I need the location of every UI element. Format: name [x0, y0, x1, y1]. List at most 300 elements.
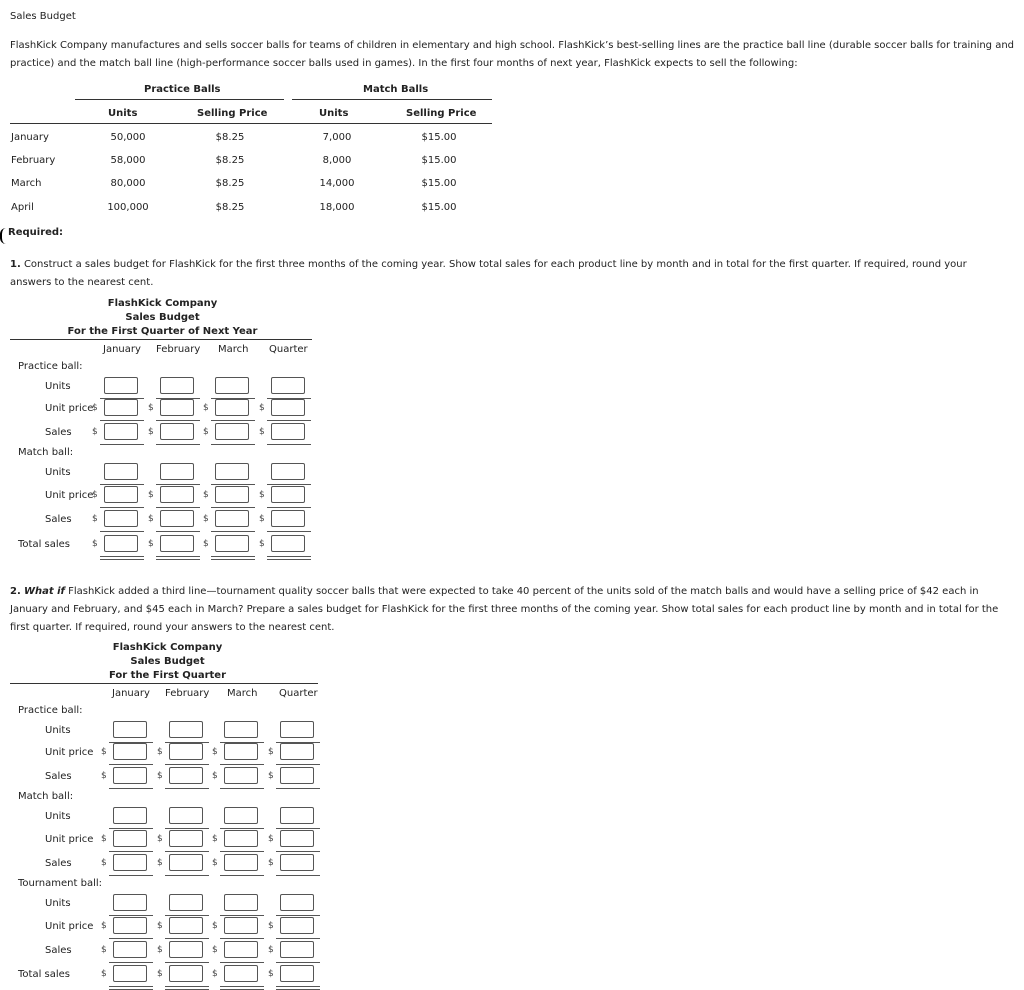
given-value-mu: 18,000	[319, 202, 355, 213]
underline-rule	[100, 531, 144, 532]
answer-field[interactable]	[225, 831, 257, 846]
match-units-label: Units	[45, 811, 71, 822]
tournament-sales-march-input[interactable]	[224, 941, 258, 958]
currency-symbol: $	[268, 771, 274, 781]
tournament-sales-label: Sales	[45, 945, 72, 956]
answer-field[interactable]	[216, 424, 248, 439]
practice-units-february-input[interactable]	[160, 377, 194, 394]
practice-ball-label: Practice ball:	[18, 705, 83, 716]
underline-rule	[276, 915, 320, 916]
answer-field[interactable]	[105, 511, 137, 526]
tournament-unit-price-february-input[interactable]	[169, 917, 203, 934]
practice-unit-price-quarter-input[interactable]	[271, 399, 305, 416]
match-units-march-input[interactable]	[224, 807, 258, 824]
answer-field[interactable]	[281, 768, 313, 783]
practice-units-march-input[interactable]	[224, 721, 258, 738]
answer-field[interactable]	[105, 487, 137, 502]
match-unit-price-february-input[interactable]	[169, 830, 203, 847]
group-practice-balls: Practice Balls	[144, 84, 221, 95]
underline-rule	[109, 938, 153, 939]
currency-symbol: $	[157, 969, 163, 979]
given-value-mu: 14,000	[319, 178, 355, 189]
practice-units-quarter-input[interactable]	[280, 721, 314, 738]
practice-unit-price-label: Unit price	[45, 747, 94, 758]
practice-unit-price-quarter-input[interactable]	[280, 743, 314, 760]
given-value-mp: $15.00	[421, 178, 457, 189]
given-value-pp: $8.25	[215, 178, 245, 189]
currency-symbol: $	[92, 427, 98, 437]
underline-rule	[211, 531, 255, 532]
given-value-pu: 80,000	[110, 178, 146, 189]
currency-symbol: $	[157, 834, 163, 844]
match-unit-price-quarter-input[interactable]	[280, 830, 314, 847]
total-sales-february-input[interactable]	[160, 535, 194, 552]
match-unit-price-quarter-input[interactable]	[271, 486, 305, 503]
match-ball-label: Match ball:	[18, 791, 74, 802]
currency-symbol: $	[212, 858, 218, 868]
currency-symbol: $	[101, 921, 107, 931]
tournament-sales-february-input[interactable]	[169, 941, 203, 958]
answer-field[interactable]	[281, 895, 313, 910]
match-units-quarter-input[interactable]	[271, 463, 305, 480]
given-value-pp: $8.25	[215, 132, 245, 143]
answer-field[interactable]	[225, 744, 257, 759]
practice-sales-march-input[interactable]	[224, 767, 258, 784]
match-unit-price-january-input[interactable]	[104, 486, 138, 503]
underline-rule	[276, 851, 320, 852]
underline-rule	[100, 507, 144, 508]
underline-rule	[211, 420, 255, 421]
match-unit-price-february-input[interactable]	[160, 486, 194, 503]
currency-symbol: $	[92, 539, 98, 549]
currency-symbol: $	[212, 969, 218, 979]
total-sales-quarter-input[interactable]	[271, 535, 305, 552]
column-header-march: March	[218, 344, 249, 355]
underline-rule	[109, 788, 153, 789]
answer-field[interactable]	[170, 722, 202, 737]
currency-symbol: $	[92, 403, 98, 413]
given-value-pp: $8.25	[215, 155, 245, 166]
intro-text: FlashKick Company manufactures and sells soccer balls for teams of children in elementary and high school. FlashKick’s best-selling lines are the practice ball line (durable soccer balls for training and practice) and the match ball line (high-performance soccer balls used in games). In the first four months of next year, FlashKick expects to sell the following:	[10, 40, 1015, 69]
q1-heading	[60, 297, 265, 339]
total-sales-quarter-input[interactable]	[280, 965, 314, 982]
underline-rule	[165, 962, 209, 963]
match-units-february-input[interactable]	[160, 463, 194, 480]
match-unit-price-march-input[interactable]	[224, 830, 258, 847]
col-price-match: Selling Price	[406, 108, 477, 119]
practice-sales-march-input[interactable]	[215, 423, 249, 440]
answer-field[interactable]	[225, 808, 257, 823]
underline-rule	[165, 828, 209, 829]
match-sales-quarter-input[interactable]	[280, 854, 314, 871]
given-month-label: February	[11, 155, 56, 166]
q2-company: FlashKick Company	[112, 642, 223, 653]
underline-rule	[165, 875, 209, 876]
currency-symbol: $	[92, 490, 98, 500]
currency-symbol: $	[212, 747, 218, 757]
underline-rule	[109, 875, 153, 876]
given-value-pu: 50,000	[110, 132, 146, 143]
given-value-mp: $15.00	[421, 202, 457, 213]
column-header-february: February	[165, 688, 210, 699]
answer-field[interactable]	[161, 511, 193, 526]
answer-field[interactable]	[281, 855, 313, 870]
underline-rule	[211, 484, 255, 485]
answer-field[interactable]	[170, 895, 202, 910]
answer-field[interactable]	[170, 808, 202, 823]
answer-field[interactable]	[225, 895, 257, 910]
currency-symbol: $	[157, 747, 163, 757]
answer-field[interactable]	[114, 768, 146, 783]
question-2-text: FlashKick added a third line—tournament quality soccer balls that were expected to take 40 percent of the units sold of the match balls and would have a selling price of $42 each in January and February, and $45 each in March? Prepare a sales budget for FlashKick for the first three months of the coming year. Show total sales for each product line by month and in total for the first quarter. If required, round your answers to the nearest cent.	[10, 586, 999, 633]
currency-symbol: $	[203, 403, 209, 413]
practice-sales-quarter-input[interactable]	[271, 423, 305, 440]
underline-rule	[156, 507, 200, 508]
tournament-units-march-input[interactable]	[224, 894, 258, 911]
answer-field[interactable]	[281, 918, 313, 933]
underline-rule	[165, 938, 209, 939]
tournament-units-label: Units	[45, 898, 71, 909]
answer-field[interactable]	[225, 918, 257, 933]
practice-sales-quarter-input[interactable]	[280, 767, 314, 784]
match-sales-march-input[interactable]	[215, 510, 249, 527]
match-units-january-input[interactable]	[104, 463, 138, 480]
currency-symbol: $	[268, 921, 274, 931]
practice-sales-label: Sales	[45, 771, 72, 782]
currency-symbol: $	[101, 834, 107, 844]
currency-symbol: $	[268, 858, 274, 868]
answer-field[interactable]	[225, 942, 257, 957]
double-underline-rule	[211, 556, 255, 560]
answer-field[interactable]	[161, 378, 193, 393]
match-units-quarter-input[interactable]	[280, 807, 314, 824]
total-sales-march-input[interactable]	[224, 965, 258, 982]
currency-symbol: $	[92, 514, 98, 524]
answer-field[interactable]	[272, 487, 304, 502]
underline-rule	[220, 764, 264, 765]
match-units-label: Units	[45, 467, 71, 478]
answer-field[interactable]	[272, 424, 304, 439]
answer-field[interactable]	[105, 378, 137, 393]
currency-symbol: $	[259, 403, 265, 413]
rule-practice	[75, 99, 284, 100]
currency-symbol: $	[157, 771, 163, 781]
match-unit-price-january-input[interactable]	[113, 830, 147, 847]
answer-field[interactable]	[272, 511, 304, 526]
answer-field[interactable]	[161, 536, 193, 551]
answer-field[interactable]	[114, 966, 146, 981]
match-sales-quarter-input[interactable]	[271, 510, 305, 527]
match-unit-price-label: Unit price	[45, 834, 94, 845]
total-sales-february-input[interactable]	[169, 965, 203, 982]
tournament-unit-price-label: Unit price	[45, 921, 94, 932]
match-units-february-input[interactable]	[169, 807, 203, 824]
currency-symbol: $	[212, 921, 218, 931]
underline-rule	[267, 507, 311, 508]
match-sales-january-input[interactable]	[104, 510, 138, 527]
underline-rule	[211, 444, 255, 445]
column-header-january: January	[112, 688, 150, 699]
answer-field[interactable]	[281, 942, 313, 957]
given-month-label: April	[11, 202, 34, 213]
answer-field[interactable]	[105, 424, 137, 439]
required-label: Required:	[8, 227, 64, 238]
answer-field[interactable]	[170, 942, 202, 957]
underline-rule	[109, 764, 153, 765]
q2-budget-title: Sales Budget	[130, 656, 205, 667]
underline-rule	[220, 788, 264, 789]
currency-symbol: $	[203, 514, 209, 524]
practice-sales-february-input[interactable]	[169, 767, 203, 784]
answer-field[interactable]	[216, 511, 248, 526]
currency-symbol: $	[268, 834, 274, 844]
q1-period: For the First Quarter of Next Year	[67, 326, 258, 337]
answer-field[interactable]	[161, 400, 193, 415]
column-header-quarter: Quarter	[269, 344, 308, 355]
underline-rule	[109, 915, 153, 916]
match-ball-label: Match ball:	[18, 447, 74, 458]
answer-field[interactable]	[272, 400, 304, 415]
underline-rule	[220, 962, 264, 963]
total-sales-label: Total sales	[18, 969, 71, 980]
rule-header	[10, 123, 492, 124]
given-value-mp: $15.00	[421, 132, 457, 143]
match-units-march-input[interactable]	[215, 463, 249, 480]
currency-symbol: $	[212, 771, 218, 781]
answer-field[interactable]	[216, 487, 248, 502]
total-sales-march-input[interactable]	[215, 535, 249, 552]
underline-rule	[165, 851, 209, 852]
underline-rule	[276, 764, 320, 765]
currency-symbol: $	[101, 771, 107, 781]
given-value-mu: 8,000	[322, 155, 352, 166]
practice-sales-january-input[interactable]	[104, 423, 138, 440]
practice-unit-price-january-input[interactable]	[104, 399, 138, 416]
tournament-unit-price-march-input[interactable]	[224, 917, 258, 934]
practice-unit-price-label: Unit price	[45, 403, 94, 414]
currency-symbol: $	[203, 427, 209, 437]
page-title: Sales Budget	[10, 11, 76, 22]
answer-field[interactable]	[114, 744, 146, 759]
practice-sales-label: Sales	[45, 427, 72, 438]
question-2-number: 2.	[10, 586, 21, 597]
answer-field[interactable]	[114, 855, 146, 870]
given-value-pu: 58,000	[110, 155, 146, 166]
underline-rule	[276, 938, 320, 939]
currency-symbol: $	[259, 514, 265, 524]
currency-symbol: $	[101, 945, 107, 955]
column-header-february: February	[156, 344, 201, 355]
currency-symbol: $	[148, 514, 154, 524]
answer-field[interactable]	[161, 487, 193, 502]
practice-sales-january-input[interactable]	[113, 767, 147, 784]
practice-unit-price-january-input[interactable]	[113, 743, 147, 760]
underline-rule	[267, 420, 311, 421]
underline-rule	[100, 484, 144, 485]
q2-period: For the First Quarter	[108, 670, 227, 681]
underline-rule	[156, 531, 200, 532]
currency-symbol: $	[157, 945, 163, 955]
currency-symbol: $	[101, 858, 107, 868]
underline-rule	[220, 875, 264, 876]
practice-units-quarter-input[interactable]	[271, 377, 305, 394]
tournament-sales-january-input[interactable]	[113, 941, 147, 958]
underline-rule	[100, 420, 144, 421]
match-sales-label: Sales	[45, 514, 72, 525]
underline-rule	[267, 531, 311, 532]
currency-symbol: $	[268, 969, 274, 979]
left-edge-marker	[0, 228, 6, 244]
tournament-unit-price-january-input[interactable]	[113, 917, 147, 934]
currency-symbol: $	[101, 747, 107, 757]
answer-field[interactable]	[281, 966, 313, 981]
underline-rule	[220, 851, 264, 852]
column-header-march: March	[227, 688, 258, 699]
answer-field[interactable]	[105, 464, 137, 479]
answer-field[interactable]	[281, 808, 313, 823]
answer-field[interactable]	[272, 378, 304, 393]
answer-field[interactable]	[216, 378, 248, 393]
column-header-january: January	[103, 344, 141, 355]
answer-field[interactable]	[216, 536, 248, 551]
underline-rule	[276, 788, 320, 789]
answer-field[interactable]	[272, 464, 304, 479]
underline-rule	[165, 915, 209, 916]
answer-field[interactable]	[161, 424, 193, 439]
answer-field[interactable]	[281, 744, 313, 759]
double-underline-rule	[156, 556, 200, 560]
column-header-quarter: Quarter	[279, 688, 318, 699]
group-match-balls: Match Balls	[363, 84, 429, 95]
match-unit-price-march-input[interactable]	[215, 486, 249, 503]
practice-units-march-input[interactable]	[215, 377, 249, 394]
currency-symbol: $	[203, 490, 209, 500]
practice-units-label: Units	[45, 725, 71, 736]
tournament-units-quarter-input[interactable]	[280, 894, 314, 911]
match-unit-price-label: Unit price	[45, 490, 94, 501]
q2-heading	[100, 641, 235, 683]
answer-field[interactable]	[170, 855, 202, 870]
underline-rule	[156, 484, 200, 485]
answer-field[interactable]	[225, 855, 257, 870]
total-sales-january-input[interactable]	[104, 535, 138, 552]
underline-rule	[276, 875, 320, 876]
q1-budget-title: Sales Budget	[125, 312, 200, 323]
match-sales-february-input[interactable]	[169, 854, 203, 871]
given-month-label: January	[11, 132, 49, 143]
currency-symbol: $	[148, 403, 154, 413]
col-units-match: Units	[319, 108, 349, 119]
answer-field[interactable]	[105, 536, 137, 551]
underline-rule	[276, 962, 320, 963]
answer-field[interactable]	[170, 966, 202, 981]
q1-heading-rule	[10, 339, 312, 340]
q2-heading-rule	[10, 683, 318, 684]
underline-rule	[109, 962, 153, 963]
currency-symbol: $	[148, 427, 154, 437]
given-value-pp: $8.25	[215, 202, 245, 213]
answer-field[interactable]	[170, 918, 202, 933]
answer-field[interactable]	[114, 895, 146, 910]
question-1-number: 1.	[10, 259, 21, 270]
practice-unit-price-february-input[interactable]	[160, 399, 194, 416]
question-2	[10, 583, 1010, 637]
answer-field[interactable]	[114, 808, 146, 823]
practice-units-february-input[interactable]	[169, 721, 203, 738]
match-sales-february-input[interactable]	[160, 510, 194, 527]
underline-rule	[220, 828, 264, 829]
practice-units-january-input[interactable]	[113, 721, 147, 738]
answer-field[interactable]	[216, 464, 248, 479]
practice-sales-february-input[interactable]	[160, 423, 194, 440]
currency-symbol: $	[212, 834, 218, 844]
answer-field[interactable]	[281, 722, 313, 737]
currency-symbol: $	[157, 921, 163, 931]
practice-units-label: Units	[45, 381, 71, 392]
given-value-mu: 7,000	[322, 132, 352, 143]
match-units-january-input[interactable]	[113, 807, 147, 824]
q1-company: FlashKick Company	[107, 298, 218, 309]
currency-symbol: $	[268, 747, 274, 757]
question-2-whatif: What if	[23, 586, 65, 597]
total-sales-label: Total sales	[18, 539, 71, 550]
practice-unit-price-march-input[interactable]	[224, 743, 258, 760]
underline-rule	[109, 828, 153, 829]
double-underline-rule	[267, 556, 311, 560]
tournament-sales-quarter-input[interactable]	[280, 941, 314, 958]
underline-rule	[220, 915, 264, 916]
practice-unit-price-february-input[interactable]	[169, 743, 203, 760]
answer-field[interactable]	[225, 966, 257, 981]
answer-field[interactable]	[281, 831, 313, 846]
underline-rule	[165, 788, 209, 789]
currency-symbol: $	[212, 945, 218, 955]
underline-rule	[267, 484, 311, 485]
currency-symbol: $	[268, 945, 274, 955]
practice-units-january-input[interactable]	[104, 377, 138, 394]
match-sales-march-input[interactable]	[224, 854, 258, 871]
answer-field[interactable]	[105, 400, 137, 415]
answer-field[interactable]	[114, 831, 146, 846]
answer-field[interactable]	[225, 768, 257, 783]
answer-field[interactable]	[170, 744, 202, 759]
answer-field[interactable]	[170, 768, 202, 783]
answer-field[interactable]	[114, 918, 146, 933]
answer-field[interactable]	[114, 942, 146, 957]
underline-rule	[165, 764, 209, 765]
tournament-unit-price-quarter-input[interactable]	[280, 917, 314, 934]
total-sales-january-input[interactable]	[113, 965, 147, 982]
double-underline-rule	[100, 556, 144, 560]
answer-field[interactable]	[114, 722, 146, 737]
given-value-pu: 100,000	[107, 202, 149, 213]
given-value-mp: $15.00	[421, 155, 457, 166]
tournament-units-january-input[interactable]	[113, 894, 147, 911]
rule-match	[292, 99, 492, 100]
col-units-practice: Units	[108, 108, 138, 119]
currency-symbol: $	[203, 539, 209, 549]
answer-field[interactable]	[225, 722, 257, 737]
answer-field[interactable]	[161, 464, 193, 479]
currency-symbol: $	[259, 539, 265, 549]
answer-field[interactable]	[272, 536, 304, 551]
answer-field[interactable]	[170, 831, 202, 846]
tournament-units-february-input[interactable]	[169, 894, 203, 911]
answer-field[interactable]	[216, 400, 248, 415]
practice-unit-price-march-input[interactable]	[215, 399, 249, 416]
match-sales-january-input[interactable]	[113, 854, 147, 871]
underline-rule	[156, 444, 200, 445]
